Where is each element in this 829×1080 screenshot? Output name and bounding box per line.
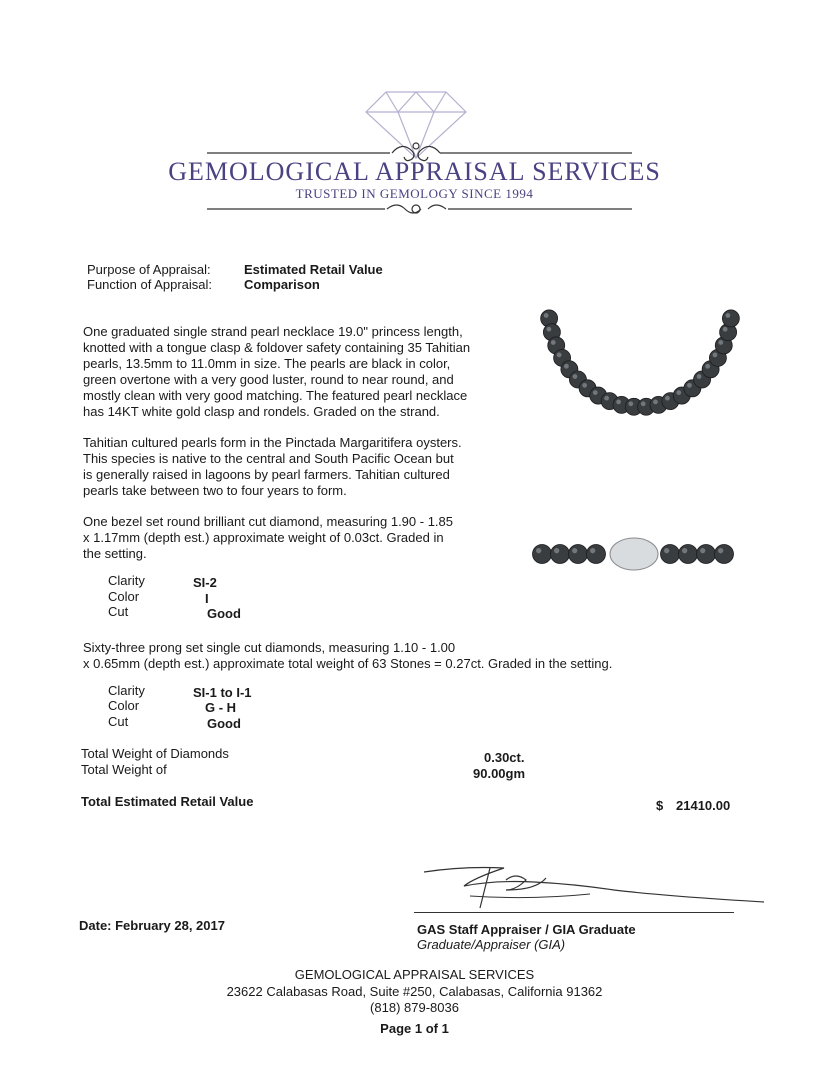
pearl-highlight	[582, 383, 587, 388]
company-logo	[0, 80, 829, 230]
total-retail-value: 21410.00	[676, 798, 731, 813]
d2-color-value: G - H	[205, 700, 237, 715]
pearl-highlight	[573, 374, 578, 379]
pearl-highlight	[564, 364, 569, 369]
pearl-highlight	[718, 548, 723, 553]
pearl	[533, 545, 552, 564]
clasp-photo	[530, 528, 740, 588]
pearl	[722, 310, 739, 327]
company-title: GEMOLOGICAL APPRAISAL SERVICES	[168, 157, 661, 186]
footer-address: 23622 Calabasas Road, Suite #250, Calabasas, California 91362	[226, 984, 603, 999]
clasp-icon	[610, 538, 658, 570]
description-paragraph	[83, 324, 470, 420]
info-line: is generally raised in lagoons by pearl farmers. Tahitian cultured	[83, 467, 450, 482]
function-label: Function of Appraisal:	[87, 277, 213, 292]
pearl-highlight	[713, 353, 718, 358]
pearl-highlight	[723, 327, 728, 332]
diamond-line: One bezel set round brilliant cut diamond, measuring 1.90 - 1.85	[83, 514, 453, 529]
diamond-2-paragraph	[83, 640, 612, 672]
total-weight-value: 90.00gm	[473, 766, 526, 781]
pearl-highlight	[544, 313, 549, 318]
pearl-highlight	[616, 400, 621, 405]
pearl-highlight	[676, 390, 681, 395]
purpose-label: Purpose of Appraisal:	[87, 262, 211, 277]
signature-line	[414, 912, 734, 913]
function-value: Comparison	[244, 277, 320, 292]
info-line: Tahitian cultured pearls form in the Pinctada Margaritifera oysters.	[83, 435, 462, 450]
diamond-line: the setting.	[83, 546, 147, 561]
pearl-highlight	[628, 401, 633, 406]
pearl-highlight	[551, 340, 556, 345]
pearl-highlight	[547, 327, 552, 332]
d1-clarity-label: Clarity	[108, 573, 145, 588]
signature-icon	[410, 860, 780, 920]
footer-phone: (818) 879-8036	[370, 1000, 459, 1015]
pearl-highlight	[664, 548, 669, 553]
d1-color-value: I	[205, 591, 209, 606]
diamond-1-paragraph	[83, 514, 453, 562]
pearl-highlight	[665, 396, 670, 401]
pearl-highlight	[726, 313, 731, 318]
d1-clarity-value: SI-2	[193, 575, 217, 590]
diamond-line: x 0.65mm (depth est.) approximate total weight of 63 Stones = 0.27ct. Graded in the setting.	[83, 656, 613, 671]
pearl	[661, 545, 680, 564]
pearl-highlight	[536, 548, 541, 553]
info-line: pearls take between two to four years to form.	[83, 483, 347, 498]
d1-cut-label: Cut	[108, 604, 129, 619]
pearl-highlight	[682, 548, 687, 553]
ornament-bottom-icon	[207, 205, 632, 213]
total-diamonds-label: Total Weight of Diamonds	[81, 746, 229, 761]
currency-symbol: $	[656, 798, 664, 813]
d1-color-label: Color	[108, 589, 140, 604]
tahitian-info-paragraph	[83, 435, 462, 499]
pearl	[587, 545, 606, 564]
description-line: mostly clean with very good matching. The featured pearl necklace	[83, 388, 468, 403]
pearl-necklace-photo	[530, 290, 750, 425]
total-diamonds-value: 0.30ct.	[484, 750, 525, 765]
company-tagline: TRUSTED IN GEMOLOGY SINCE 1994	[295, 186, 534, 201]
pearl	[569, 545, 588, 564]
appraiser-name: GAS Staff Appraiser / GIA Graduate	[417, 922, 636, 937]
pearl-highlight	[697, 374, 702, 379]
diamond-line: Sixty-three prong set single cut diamonds, measuring 1.10 - 1.00	[83, 640, 456, 655]
page-number: Page 1 of 1	[380, 1021, 449, 1036]
total-retail-label: Total Estimated Retail Value	[81, 794, 254, 809]
d2-color-label: Color	[108, 698, 140, 713]
info-line: This species is native to the central and South Pacific Ocean but	[83, 451, 454, 466]
description-line: One graduated single strand pearl necklace 19.0" princess length,	[83, 324, 463, 339]
pearl-highlight	[718, 340, 723, 345]
pearl	[715, 545, 734, 564]
d2-cut-label: Cut	[108, 714, 129, 729]
pearl-highlight	[641, 401, 646, 406]
description-line: has 14KT white gold clasp and rondels. Graded on the strand.	[83, 404, 440, 419]
pearl-highlight	[590, 548, 595, 553]
diamond-line: x 1.17mm (depth est.) approximate weight of 0.03ct. Graded in	[83, 530, 444, 545]
pearl	[679, 545, 698, 564]
appraisal-date: Date: February 28, 2017	[79, 918, 225, 933]
d2-clarity-label: Clarity	[108, 683, 145, 698]
pearl-highlight	[687, 383, 692, 388]
description-line: pearls, 13.5mm to 11.0mm in size. The pearls are black in color,	[83, 356, 451, 371]
total-weight-label: Total Weight of	[81, 762, 167, 777]
d1-cut-value: Good	[207, 606, 241, 621]
pearl-highlight	[705, 364, 710, 369]
pearl-highlight	[700, 548, 705, 553]
appraiser-title: Graduate/Appraiser (GIA)	[417, 937, 566, 952]
pearl-highlight	[653, 400, 658, 405]
pearl-highlight	[604, 396, 609, 401]
d2-cut-value: Good	[207, 716, 241, 731]
pearl-highlight	[572, 548, 577, 553]
description-line: green overtone with a very good luster, round to near round, and	[83, 372, 454, 387]
pearl-highlight	[557, 353, 562, 358]
pearl-highlight	[554, 548, 559, 553]
pearl	[551, 545, 570, 564]
diamond-icon	[366, 92, 466, 158]
purpose-value: Estimated Retail Value	[244, 262, 383, 277]
pearl-highlight	[593, 390, 598, 395]
footer-company: GEMOLOGICAL APPRAISAL SERVICES	[294, 967, 535, 982]
d2-clarity-value: SI-1 to I-1	[193, 685, 252, 700]
description-line: knotted with a tongue clasp & foldover safety containing 35 Tahitian	[83, 340, 471, 355]
pearl	[697, 545, 716, 564]
